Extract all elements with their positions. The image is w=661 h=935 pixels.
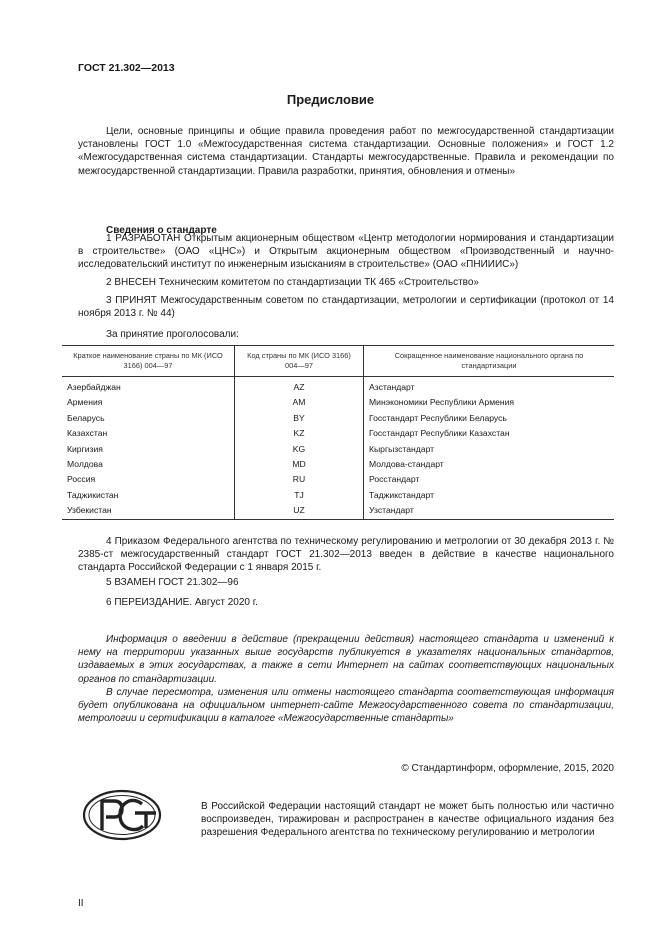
code-cell: AM bbox=[235, 395, 364, 410]
country-cell: Узбекистан bbox=[67, 505, 112, 516]
body-cell: Узстандарт bbox=[364, 503, 615, 519]
item-2-introduced: 2 ВНЕСЕН Техническим комитетом по стандартизации ТК 465 «Строительство» bbox=[106, 277, 479, 288]
header-country: Краткое наименование страны по МК (ИСО 3166) 004—97 bbox=[62, 346, 235, 377]
code-cell: UZ bbox=[235, 503, 364, 519]
country-cell: Молдова bbox=[67, 459, 103, 470]
votes-label: За принятие проголосовали: bbox=[106, 329, 239, 340]
item-1-developed: 1 РАЗРАБОТАН Открытым акционерным обществом «Центр методологии нормирования и стандартизации в строительстве» (ОАО «ЦНС») и Открытым акционерным обществом «Производственный и научно-исследовательский институт по инженерным изысканиям в строительстве» (ОАО «ПНИИИС») bbox=[78, 233, 614, 271]
table-row bbox=[62, 488, 614, 503]
body-cell: Азстандарт bbox=[364, 377, 615, 396]
item-3-adopted: 3 ПРИНЯТ Межгосударственным советом по стандартизации, метрологии и сертификации (протокол от 14 ноября 2013 г. № 44) bbox=[78, 295, 614, 320]
info-paragraph-2: В случае пересмотра, изменения или отмены настоящего стандарта соответствующая информация будет опубликована на официальном интернет-сайте Межгосударственного совета по стандартизации, метрологии и сертификации в каталоге «Межгосударственные стандарты» bbox=[78, 686, 614, 725]
code-cell: TJ bbox=[235, 488, 364, 503]
document-code-header: ГОСТ 21.302—2013 bbox=[78, 62, 175, 74]
code-cell: KZ bbox=[235, 426, 364, 441]
body-cell: Таджикстандарт bbox=[364, 488, 615, 503]
copyright-line: © Стандартинформ, оформление, 2015, 2020 bbox=[401, 763, 614, 774]
table-row bbox=[62, 411, 614, 426]
country-cell: Казахстан bbox=[67, 428, 108, 439]
country-cell: Россия bbox=[67, 474, 96, 485]
body-cell: Госстандарт Республики Беларусь bbox=[364, 411, 615, 426]
code-cell: KG bbox=[235, 442, 364, 457]
page-title: Предисловие bbox=[286, 92, 375, 107]
header-code: Код страны по МК (ИСО 3166) 004—97 bbox=[235, 346, 364, 377]
body-cell: Росстандарт bbox=[364, 472, 615, 487]
header-national-body: Сокращенное наименование национального органа по стандартизации bbox=[364, 346, 615, 377]
code-cell: MD bbox=[235, 457, 364, 472]
table-row bbox=[62, 472, 614, 487]
table-row bbox=[62, 442, 614, 457]
reproduction-notice: В Российской Федерации настоящий стандарт не может быть полностью или частично воспроизведен, тиражирован и распространен в качестве официального издания без разрешения Федерального агентства по техническому регулированию и метрологии bbox=[201, 801, 614, 839]
body-cell: Госстандарт Республики Казахстан bbox=[364, 426, 615, 441]
table-header-row bbox=[62, 346, 614, 377]
intro-paragraph bbox=[78, 125, 614, 178]
table-row bbox=[62, 503, 614, 519]
table-row bbox=[62, 377, 614, 396]
info-block bbox=[78, 633, 614, 725]
item-6-reissue: 6 ПЕРЕИЗДАНИЕ. Август 2020 г. bbox=[106, 597, 258, 608]
intro-text: Цели, основные принципы и общие правила проведения работ по межгосударственной стандартизации установлены ГОСТ 1.0 «Межгосударственная система стандартизации. Основные положения» и ГОСТ 1.2 «Межгосударственная система стандартизации. Стандарты межгосударственные. Правила и рекомендации по межгосударственной стандартизации. Правила разработки, принятия, обновления и отмены» bbox=[78, 126, 614, 177]
country-cell: Киргизия bbox=[67, 443, 103, 454]
table-row bbox=[62, 426, 614, 441]
country-cell: Армения bbox=[67, 397, 103, 408]
rst-certification-logo-icon bbox=[80, 783, 170, 843]
body-cell: Кыргызстандарт bbox=[364, 442, 615, 457]
section-subheading: Сведения о стандарте bbox=[106, 225, 217, 236]
info-paragraph-1: Информация о введении в действие (прекращении действия) настоящего стандарта и изменений к нему на территории указанных выше государств публикуется в указателях национальных стандартов, издаваемых в этих государствах, а также в сети Интернет на сайтах соответствующих национальных органов по стандартизации. bbox=[78, 634, 614, 685]
country-cell: Азербайджан bbox=[67, 382, 121, 392]
page-number: II bbox=[78, 898, 84, 909]
item-4-enacted: 4 Приказом Федерального агентства по техническому регулированию и метрологии от 30 декабря 2013 г. № 2385-ст межгосударственный стандарт ГОСТ 21.302—2013 введен в действие в качестве национального стандарта Российской Федерации с 1 января 2015 г. bbox=[78, 536, 614, 574]
code-cell: BY bbox=[235, 411, 364, 426]
country-cell: Таджикистан bbox=[67, 489, 119, 500]
votes-table bbox=[62, 345, 614, 520]
body-cell: Молдова-стандарт bbox=[364, 457, 615, 472]
body-cell: Минэкономики Республики Армения bbox=[364, 395, 615, 410]
item-5-replaces: 5 ВЗАМЕН ГОСТ 21.302—96 bbox=[106, 577, 239, 588]
table-row bbox=[62, 395, 614, 410]
table-row bbox=[62, 457, 614, 472]
code-cell: RU bbox=[235, 472, 364, 487]
country-cell: Беларусь bbox=[67, 412, 105, 423]
code-cell: AZ bbox=[235, 377, 364, 396]
